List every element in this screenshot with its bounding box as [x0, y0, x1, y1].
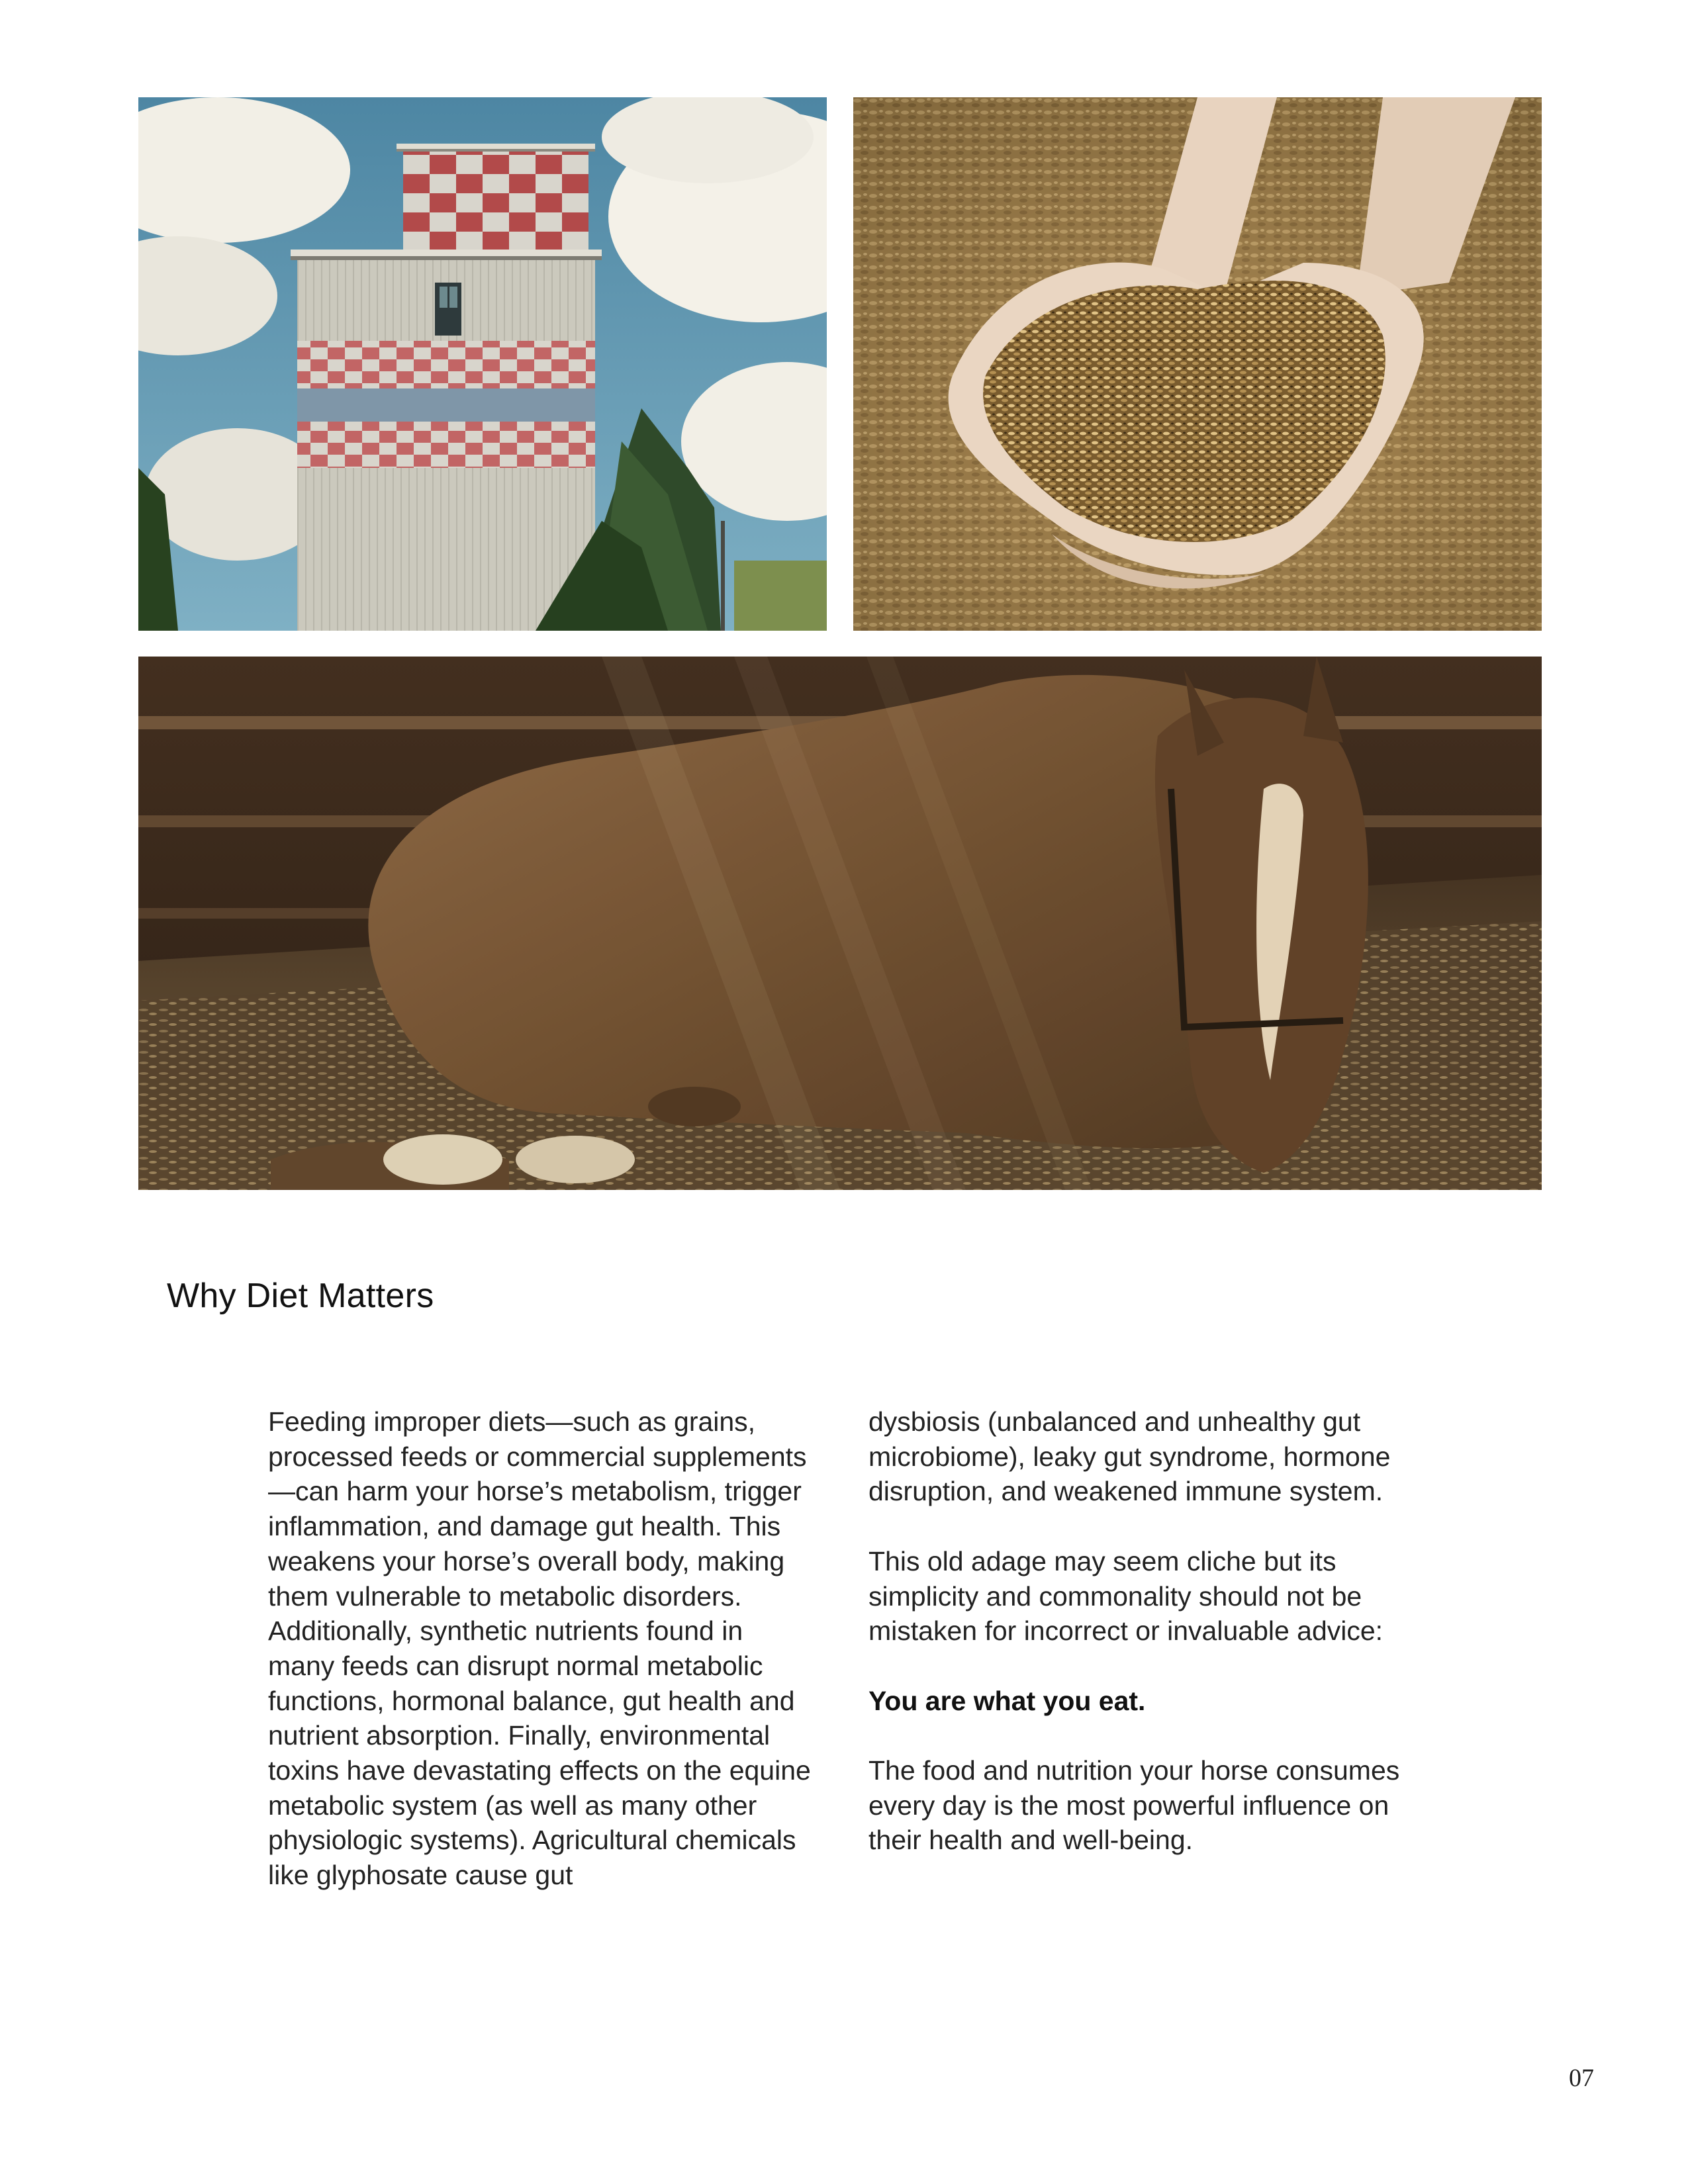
emphasis-line [868, 1684, 1411, 1719]
right-paragraph-2: This old adage may seem cliche but its simplicity and commonality should not be mistaken for incorrect or invaluable advice: [868, 1545, 1383, 1647]
grain-photo [853, 97, 1542, 631]
emphasis-text: You are what you eat. [868, 1685, 1146, 1716]
section-heading: Why Diet Matters [167, 1277, 434, 1315]
right-paragraph-3: The food and nutrition your horse consumes every day is the most powerful influence on their health and well-being. [868, 1754, 1400, 1856]
left-paragraph: Feeding improper diets—such as grains, processed feeds or commercial supplements—can harm your horse’s metabolism, trigger inflammation, and damage gut health. This weakens your horse’s overall body, making them vulnerable to metabolic disorders. Additionally, synthetic nutrients found in many feeds can disrupt normal metabolic functions, hormonal balance, gut health and nutrient absorption. Finally, environmental toxins have devastating effects on the equine metabolic system (as well as many other physiologic systems). Agricultural chemicals like glyphosate cause gut [268, 1406, 811, 1891]
silo-photo [138, 97, 827, 631]
horse-photo [138, 657, 1542, 1190]
right-text-column [868, 1404, 1411, 1858]
page-number: 07 [1569, 2064, 1594, 2092]
left-text-column [268, 1404, 811, 1893]
right-paragraph-1: dysbiosis (unbalanced and unhealthy gut microbiome), leaky gut syndrome, hormone disruption, and weakened immune system. [868, 1406, 1391, 1507]
